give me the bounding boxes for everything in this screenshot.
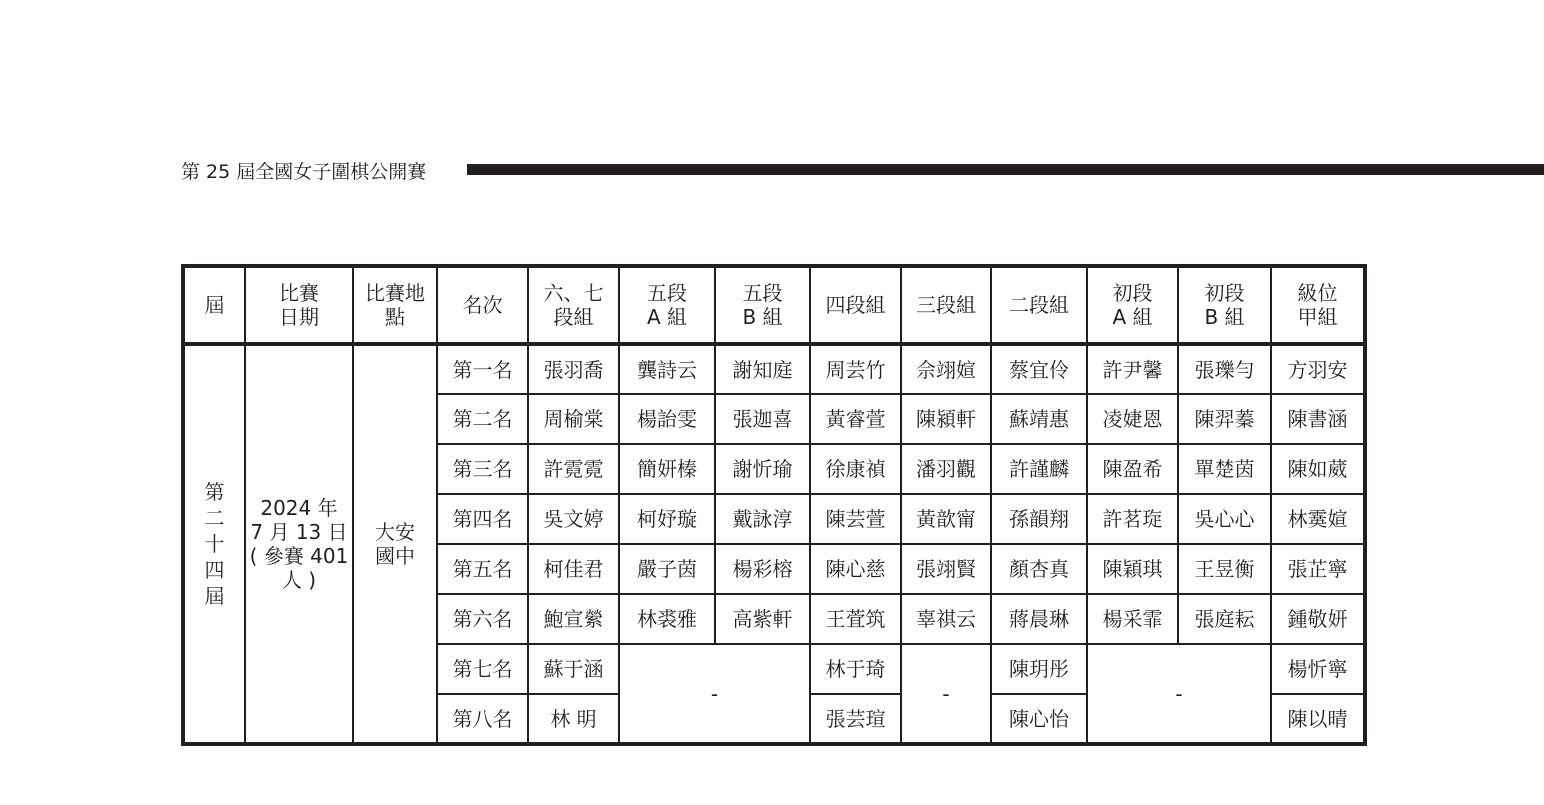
col-header-six-seven-dan: 六、七 段組 bbox=[528, 266, 619, 344]
winner-cell: 嚴子茵 bbox=[619, 544, 715, 594]
col-header-three-dan: 三段組 bbox=[901, 266, 991, 344]
results-table bbox=[181, 264, 1367, 746]
winner-cell: 王萓筑 bbox=[810, 594, 901, 644]
venue-cell: 大安 國中 bbox=[353, 344, 437, 744]
winner-cell: 楊詒雯 bbox=[619, 394, 715, 444]
winner-cell: 張羽喬 bbox=[528, 344, 619, 394]
winner-cell: 蔡宜伶 bbox=[991, 344, 1087, 394]
rank-cell: 第五名 bbox=[437, 544, 528, 594]
winner-cell: 許茗琁 bbox=[1087, 494, 1178, 544]
col-header-five-dan-a: 五段 A 組 bbox=[619, 266, 715, 344]
winner-cell: 蘇靖惠 bbox=[991, 394, 1087, 444]
winner-cell: 鍾敬妍 bbox=[1271, 594, 1365, 644]
winner-cell: 許霓霓 bbox=[528, 444, 619, 494]
winner-cell: 簡妍榛 bbox=[619, 444, 715, 494]
empty-merged-cell: - bbox=[1087, 644, 1271, 744]
rank-cell: 第七名 bbox=[437, 644, 528, 694]
winner-cell: 張芸瑄 bbox=[810, 694, 901, 744]
winner-cell: 張翊賢 bbox=[901, 544, 991, 594]
winner-cell: 陳以晴 bbox=[1271, 694, 1365, 744]
winner-cell: 吳文婷 bbox=[528, 494, 619, 544]
table-row bbox=[183, 344, 1365, 394]
winner-cell: 周芸竹 bbox=[810, 344, 901, 394]
winner-cell: 佘翊媗 bbox=[901, 344, 991, 394]
rank-cell: 第一名 bbox=[437, 344, 528, 394]
col-header-date: 比賽 日期 bbox=[245, 266, 353, 344]
rank-cell: 第八名 bbox=[437, 694, 528, 744]
winner-cell: 王昱衡 bbox=[1178, 544, 1271, 594]
col-header-four-dan: 四段組 bbox=[810, 266, 901, 344]
winner-cell: 陳玥彤 bbox=[991, 644, 1087, 694]
empty-merged-cell: - bbox=[901, 644, 991, 744]
winner-cell: 謝忻瑜 bbox=[715, 444, 810, 494]
date-cell: 2024 年 7 月 13 日 ( 參賽 401 人 ) bbox=[245, 344, 353, 744]
rank-cell: 第六名 bbox=[437, 594, 528, 644]
winner-cell: 高紫軒 bbox=[715, 594, 810, 644]
winner-cell: 陳穎琪 bbox=[1087, 544, 1178, 594]
col-header-first-dan-b: 初段 B 組 bbox=[1178, 266, 1271, 344]
rank-cell: 第三名 bbox=[437, 444, 528, 494]
col-header-kyu-a: 級位 甲組 bbox=[1271, 266, 1365, 344]
winner-cell: 張迦喜 bbox=[715, 394, 810, 444]
winner-cell: 陳盈希 bbox=[1087, 444, 1178, 494]
winner-cell: 楊忻寧 bbox=[1271, 644, 1365, 694]
winner-cell: 單楚茵 bbox=[1178, 444, 1271, 494]
winner-cell: 辜祺云 bbox=[901, 594, 991, 644]
empty-merged-cell: - bbox=[619, 644, 810, 744]
winner-cell: 林 明 bbox=[528, 694, 619, 744]
header-rule bbox=[467, 164, 1544, 175]
winner-cell: 黃睿萱 bbox=[810, 394, 901, 444]
winner-cell: 龔詩云 bbox=[619, 344, 715, 394]
winner-cell: 周榆棠 bbox=[528, 394, 619, 444]
winner-cell: 張庭耘 bbox=[1178, 594, 1271, 644]
winner-cell: 柯妤璇 bbox=[619, 494, 715, 544]
winner-cell: 楊采霏 bbox=[1087, 594, 1178, 644]
winner-cell: 陳羿蓁 bbox=[1178, 394, 1271, 444]
winner-cell: 徐康禎 bbox=[810, 444, 901, 494]
winner-cell: 陳心慈 bbox=[810, 544, 901, 594]
col-header-five-dan-b: 五段 B 組 bbox=[715, 266, 810, 344]
session-cell: 第 二 十 四 屆 bbox=[183, 344, 245, 744]
page-header bbox=[181, 159, 1544, 185]
winner-cell: 陳書涵 bbox=[1271, 394, 1365, 444]
winner-cell: 顏杏真 bbox=[991, 544, 1087, 594]
page-title: 第 25 屆全國女子圍棋公開賽 bbox=[181, 161, 427, 183]
col-header-venue: 比賽地 點 bbox=[353, 266, 437, 344]
winner-cell: 鮑宣縈 bbox=[528, 594, 619, 644]
col-header-rank: 名次 bbox=[437, 266, 528, 344]
rank-cell: 第二名 bbox=[437, 394, 528, 444]
winner-cell: 黃歆甯 bbox=[901, 494, 991, 544]
winner-cell: 陳如葳 bbox=[1271, 444, 1365, 494]
winner-cell: 孫韻翔 bbox=[991, 494, 1087, 544]
col-header-two-dan: 二段組 bbox=[991, 266, 1087, 344]
rank-cell: 第四名 bbox=[437, 494, 528, 544]
winner-cell: 潘羽觀 bbox=[901, 444, 991, 494]
winner-cell: 張瓅勻 bbox=[1178, 344, 1271, 394]
winner-cell: 楊彩榕 bbox=[715, 544, 810, 594]
winner-cell: 張芷寧 bbox=[1271, 544, 1365, 594]
winner-cell: 凌婕恩 bbox=[1087, 394, 1178, 444]
winner-cell: 許謹麟 bbox=[991, 444, 1087, 494]
winner-cell: 柯佳君 bbox=[528, 544, 619, 594]
header-row bbox=[183, 266, 1365, 344]
winner-cell: 許尹馨 bbox=[1087, 344, 1178, 394]
winner-cell: 林于琦 bbox=[810, 644, 901, 694]
winner-cell: 林裘雅 bbox=[619, 594, 715, 644]
winner-cell: 陳潁軒 bbox=[901, 394, 991, 444]
winner-cell: 林霙媗 bbox=[1271, 494, 1365, 544]
col-header-session: 屆 bbox=[183, 266, 245, 344]
winner-cell: 陳芸萱 bbox=[810, 494, 901, 544]
winner-cell: 蘇于涵 bbox=[528, 644, 619, 694]
winner-cell: 戴詠淳 bbox=[715, 494, 810, 544]
winner-cell: 方羽安 bbox=[1271, 344, 1365, 394]
winner-cell: 陳心怡 bbox=[991, 694, 1087, 744]
winner-cell: 謝知庭 bbox=[715, 344, 810, 394]
winner-cell: 蔣晨琳 bbox=[991, 594, 1087, 644]
winner-cell: 吳心心 bbox=[1178, 494, 1271, 544]
col-header-first-dan-a: 初段 A 組 bbox=[1087, 266, 1178, 344]
